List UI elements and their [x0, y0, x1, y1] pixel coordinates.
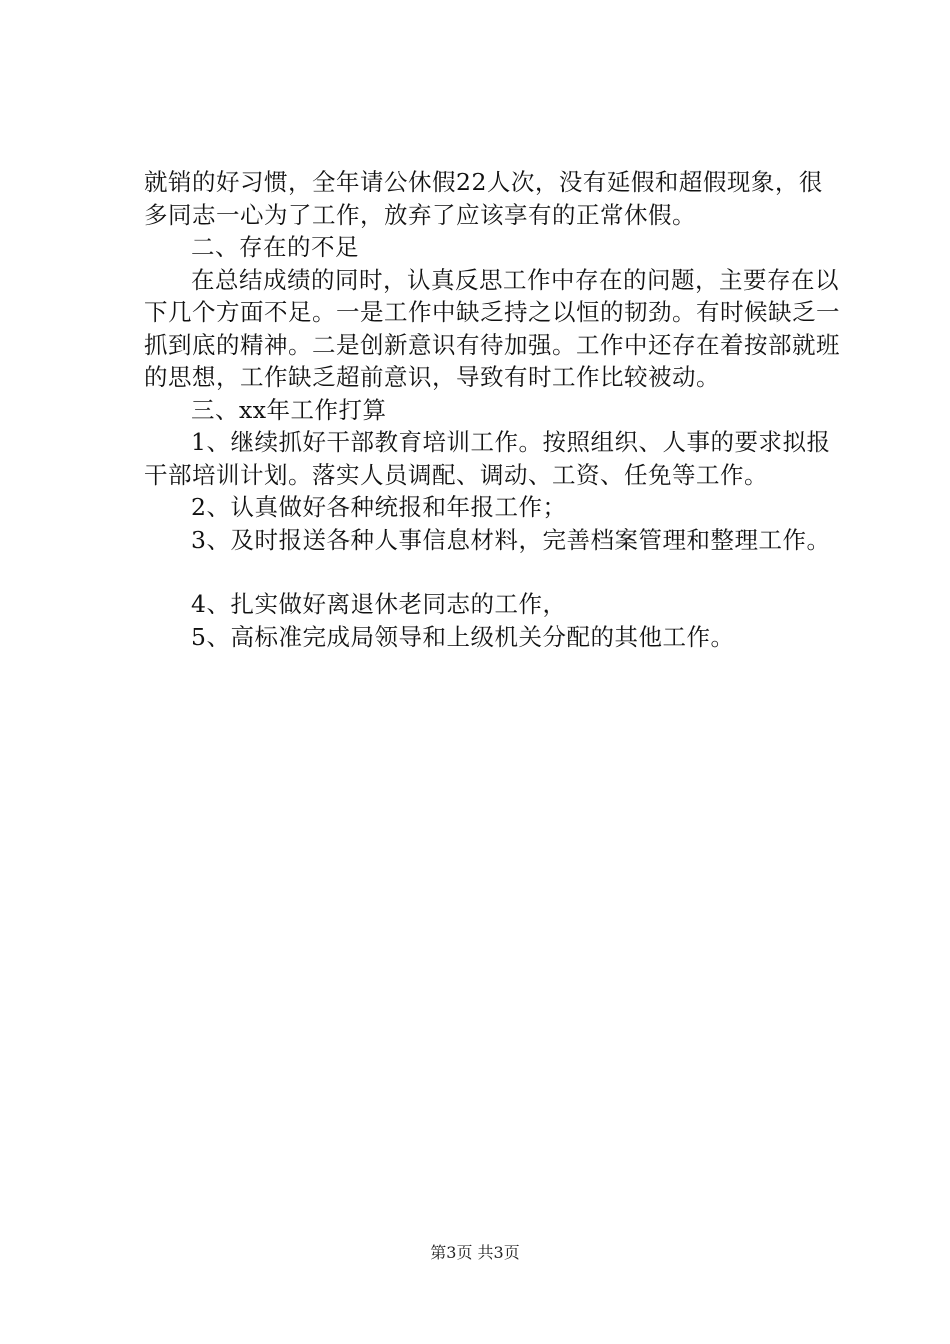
heading-work-plan: 三、xx年工作打算 — [191, 395, 387, 424]
page-number-footer: 第3页 共3页 — [430, 1243, 520, 1262]
plan-item-3: 3、及时报送各种人事信息材料，完善档案管理和整理工作。 — [191, 525, 831, 554]
plan-item-1: 1、继续抓好干部教育培训工作。按照组织、人事的要求拟报干部培训计划。落实人员调配、调动、工资、任免等工作。 — [144, 428, 831, 489]
plan-item-2: 2、认真做好各种统报和年报工作； — [191, 493, 567, 521]
plan-item-5: 5、高标准完成局领导和上级机关分配的其他工作。 — [191, 622, 735, 651]
blank-line — [144, 556, 844, 588]
document-body — [144, 166, 844, 653]
heading-shortcomings: 二、存在的不足 — [191, 233, 359, 261]
paragraph-leave-summary: 就销的好习惯，全年请公休假22人次，没有延假和超假现象，很多同志一心为了工作，放弃了应该享有的正常休假。 — [144, 168, 823, 229]
paragraph-shortcomings: 在总结成绩的同时，认真反思工作中存在的问题，主要存在以下几个方面不足。一是工作中缺乏持之以恒的韧劲。有时候缺乏一抓到底的精神。二是创新意识有待加强。工作中还存在着按部就班的思想，工作缺乏超前意识，导致有时工作比较被动。 — [144, 265, 840, 391]
plan-item-4: 4、扎实做好离退休老同志的工作， — [191, 590, 567, 618]
